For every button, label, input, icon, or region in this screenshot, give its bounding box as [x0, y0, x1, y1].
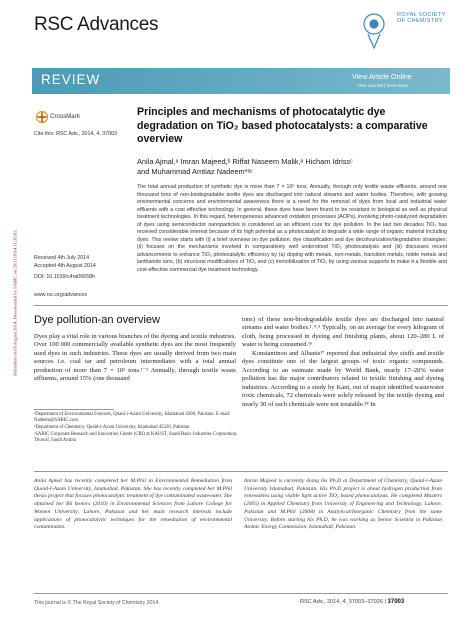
right-paragraph-2: Konstantinou and Albanis¹⁷ reported that industrial dye stuffs and textile dyes constitute one of the largest groups of toxic organic compounds. According to an estimate made by World Bank, nearly 17–20% water pollution has the major contributors related to textile finishing and dyeing industries. According to a study by Kant, out of major identified wastewater toxic chemicals, 72 chemicals were solely released by the textile dyeing and nearly 30 of such chemicals were not treatable.¹⁸ In: [242, 349, 444, 408]
authors-line-1: Anila Ajmal,ᵃ Imran Majeed,ᵇ Riffat Naseem Malik,ᵃ Hicham Idrissᶜ: [137, 157, 353, 166]
article-title: Principles and mechanisms of photocatalytic dye degradation on TiO₂ based photocatalysts: a comparative overview: [137, 106, 428, 145]
author-bio-majeed: Imran Majeed is currently doing his Ph.D at Department of Chemistry, Quaid-i-Azam University Islamabad, Pakistan. His Ph.D project is about hydrogen production from renewables using visible light active TiO₂ based photocatalysts. He completed Masters (2005) in Applied Chemistry from University of Engineering and Technology, Lahore, Pakistan and M.Phil (2008) in Analytical/Inorganic Chemistry from the same University. Before starting his Ph.D, he was working as Senior Scientist in Pakistan Atomic Energy Commission, Islamabad, Pakistan.: [244, 478, 442, 531]
section-divider: [34, 305, 448, 306]
page-number: 37003: [387, 599, 405, 605]
rsc-logo-text: [397, 12, 447, 24]
page-footer: [300, 599, 404, 605]
crossmark-icon: [37, 112, 48, 123]
footnote-divider: [34, 409, 114, 410]
doi[interactable]: DOI: 10.1039/c4ra06658h: [34, 274, 95, 281]
footer-divider: [34, 593, 448, 594]
author-bio-ajmal: Anila Ajmal has recently completed her M.Phil in Environmental Remediation from Quaid-I-Azam University, Islamabad, Pakistan. She has recently completed her M.Phil thesis project that focuses photocatalytic treatment of dye contaminated wastewater. She obtained her BS honors (2010) in Environmental Sciences from Lahore College for Women University, Lahore, Pakistan and her main research interests include applications of photocatalytic techniques for the remediation of environmental contaminants.: [34, 478, 232, 531]
received-date: Received 4th July 2014: [34, 255, 90, 261]
citation: Cite this: RSC Adv., 2014, 4, 37003: [34, 131, 117, 137]
journal-url[interactable]: www.rsc.org/advances: [34, 292, 87, 298]
journal-title: RSC Advances: [34, 14, 159, 35]
article-type-label: REVIEW: [41, 72, 101, 87]
affiliation-c: ᶜSABIC Corporate Research and Innovation Center (CRI) at KAUST, Saudi Basic Industries Corporation, Thuwal, Saudi Arabia: [34, 432, 238, 444]
article-dates: [34, 255, 96, 282]
right-body-text: [242, 316, 444, 409]
download-watermark: Published on 05 August 2014. Downloaded by SABIC on 26/11/2014 11:26:03.: [12, 229, 18, 376]
copyright-footer: This journal is © The Royal Society of Chemistry 2014: [34, 600, 159, 606]
rsc-logo-emblem-icon: [364, 14, 384, 48]
view-journal-issue-links[interactable]: View Journal | View Issue: [357, 83, 409, 88]
rsc-logo-label: ROYAL SOCIETY OF CHEMISTRY: [397, 12, 446, 25]
view-article-online-link[interactable]: View Article Online: [352, 72, 412, 81]
section-heading: Dye pollution-an overview: [34, 314, 160, 326]
crossmark-label[interactable]: CrossMark: [50, 113, 80, 120]
affiliation-a: ᵃDepartment of Environmental Sciences, Quaid-i-Azam University, Islamabad 4200, Pakistan. E-mail: Nadeem@SABIC.com: [34, 412, 231, 424]
accepted-date: Accepted 4th August 2014: [34, 262, 96, 269]
footer-separator: |: [384, 599, 386, 605]
left-body-text: Dyes play a vital role in various branches of the dyeing and textile industries. Over 100 000 commercially available synthetic dyes are the most frequently used dyes in such industries. These dyes are usually derived from two main sources i.e. coal tar and petroleum intermediates with a total annual production of more than 7 × 10⁵ tons.¹⁻³ Annually, through textile waste effluents, around 15% (one thousand: [34, 333, 236, 383]
author-list: [137, 157, 437, 177]
affiliation-b: ᵇDepartment of Chemistry, Quaid-i-Azam University, Islamabad 45320, Pakistan: [34, 425, 190, 431]
abstract: The total annual production of synthetic dye is more than 7 × 10⁵ tons. Annually, through only textile waste effluents, around one thousand tons of non-biodegradable textile dyes are discharged into natural streams and water bodies. Therefore, with growing environmental concerns and environmental awareness there is a need for the removal of dyes from local and industrial water effluents with a cost effective technology. In general, these dyes have been found to be resistant to biological as well as physical treatment technologies. In this regard, heterogeneous advanced oxidation processes (AOPs), involving photo-catalyzed degradation of dyes using semiconductor nanoparticles is considered as an efficient cure for dye pollution. In the last two decades TiO₂ has received considerable interest because of its high potential as a photocatalyst to degrade a wide range of organic material including dyes. This review starts with (i) a brief overview on dye pollution, dye classification and dye decolourization/degradation strategies; (ii) focuses on the mechanisms involved in comparatively well understood TiO₂ photocatalysis and (iii) discusses recent advancements to enhance TiO₂ photocatalytic efficiency by (a) doping with metals, non-metals, transition metals, noble metals and lanthanide ions, (b) structural modifications of TiO₂ and (c) immobilization of TiO₂ by using various supports to make it a flexible and cost-effective commercial dye treatment technology.: [137, 184, 447, 274]
authors-line-2: and Muhammad Amtiaz Nadeem*ᵃᶜ: [137, 167, 253, 177]
right-paragraph-1: tons) of these non-biodegradable textile dyes are discharged into natural streams and water bodies.¹˒⁴˒⁵ Typically, on an average for every kilogram of cloth, being processed in dyeing and finishing plants, about 120–280 L of water is being consumed.¹⁶: [242, 316, 444, 349]
affiliations: [34, 412, 239, 445]
footer-citation: RSC Adv., 2014, 4, 37003–37026: [300, 599, 383, 605]
bio-divider: [34, 471, 448, 472]
